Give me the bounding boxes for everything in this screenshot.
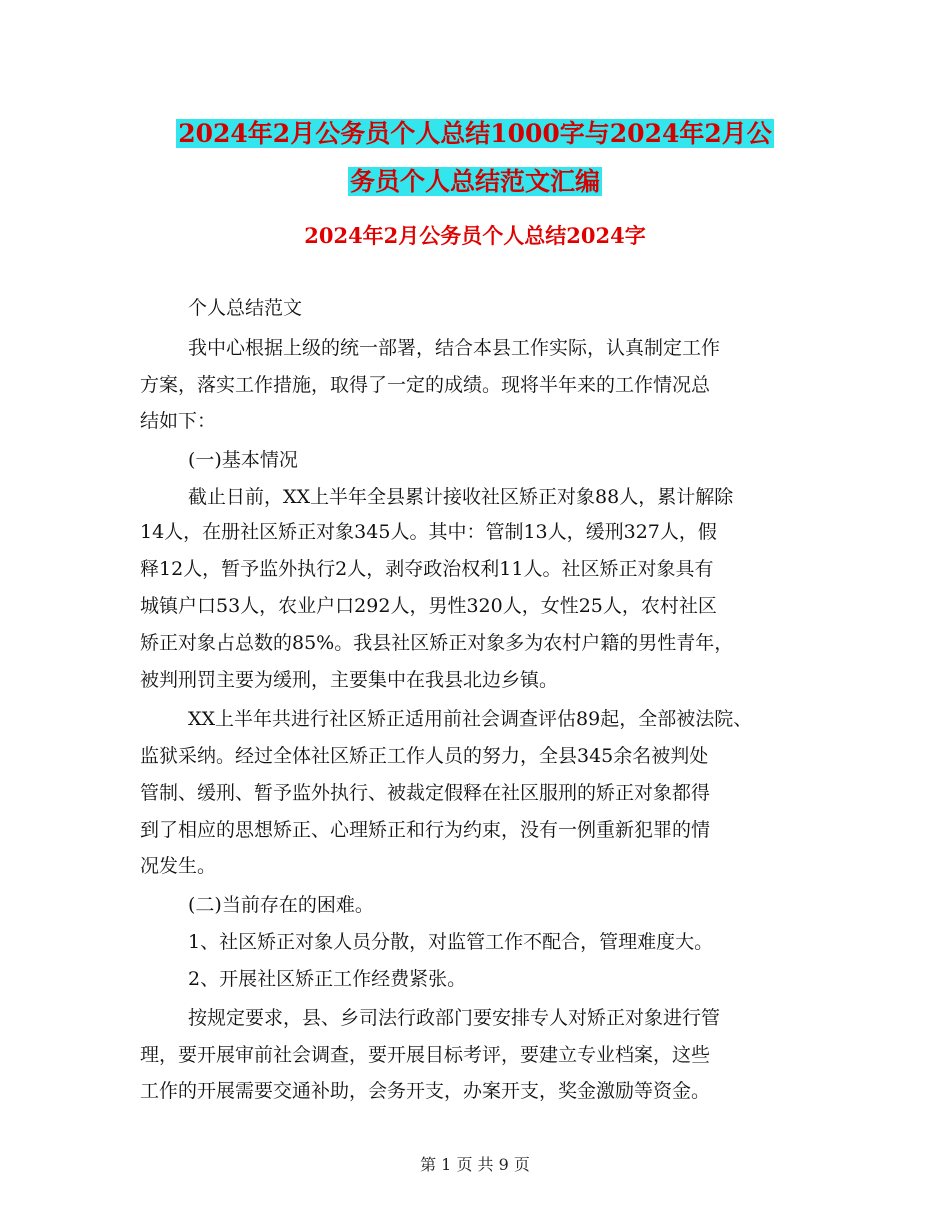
body-line: 释12人，暂予监外执行2人，剥夺政治权利11人。社区矫正对象具有	[140, 558, 714, 580]
page-footer: 第 1 页 共 9 页	[420, 1155, 530, 1174]
section-title: 2024年2月公务员个人总结2024字	[304, 223, 646, 248]
body-line: 按规定要求，县、乡司法行政部门要安排专人对矫正对象进行管	[188, 1007, 721, 1029]
body-line: 到了相应的思想矫正、心理矫正和行为约束，没有一例重新犯罪的情	[140, 819, 711, 841]
body-line: 1、社区矫正对象人员分散，对监管工作不配合，管理难度大。	[188, 931, 714, 953]
body-line: 况发生。	[140, 855, 217, 877]
body-line: 监狱采纳。经过全体社区矫正工作人员的努力，全县345余名被判处	[140, 745, 709, 767]
body-line: 管制、缓刑、暂予监外执行、被裁定假释在社区服刑的矫正对象都得	[140, 782, 711, 804]
body-line: 个人总结范文	[188, 297, 303, 319]
body-line: 14人，在册社区矫正对象345人。其中：管制13人，缓刑327人，假	[140, 521, 717, 543]
body-line: 被判刑罚主要为缓刑，主要集中在我县北边乡镇。	[140, 669, 559, 691]
document-title-line-2: 务员个人总结范文汇编	[349, 167, 600, 196]
body-line: 理，要开展审前社会调查，要开展目标考评，要建立专业档案，这些	[140, 1044, 711, 1066]
body-line: XX上半年共进行社区矫正适用前社会调查评估89起，全部被法院、	[188, 708, 753, 730]
body-line: 城镇户口53人，农业户口292人，男性320人，女性25人，农村社区	[140, 595, 717, 617]
document-title	[0, 110, 950, 206]
body-line: 矫正对象占总数的85%。我县社区矫正对象多为农村户籍的男性青年，	[140, 632, 734, 654]
document-title-line-1: 2024年2月公务员个人总结1000字与2024年2月公	[178, 119, 772, 148]
body-line: 方案，落实工作措施，取得了一定的成绩。现将半年来的工作情况总	[140, 374, 711, 396]
body-line: (一)基本情况	[188, 449, 298, 471]
body-line: 工作的开展需要交通补助，会务开支，办案开支，奖金激励等资金。	[140, 1080, 711, 1102]
body-line: 我中心根据上级的统一部署，结合本县工作实际，认真制定工作	[188, 337, 721, 359]
body-line: (二)当前存在的困难。	[188, 894, 374, 916]
body-line: 截止日前，XX上半年全县累计接收社区矫正对象88人，累计解除	[188, 486, 734, 508]
body-line: 结如下：	[140, 410, 217, 432]
body-line: 2、开展社区矫正工作经费紧张。	[188, 968, 467, 990]
